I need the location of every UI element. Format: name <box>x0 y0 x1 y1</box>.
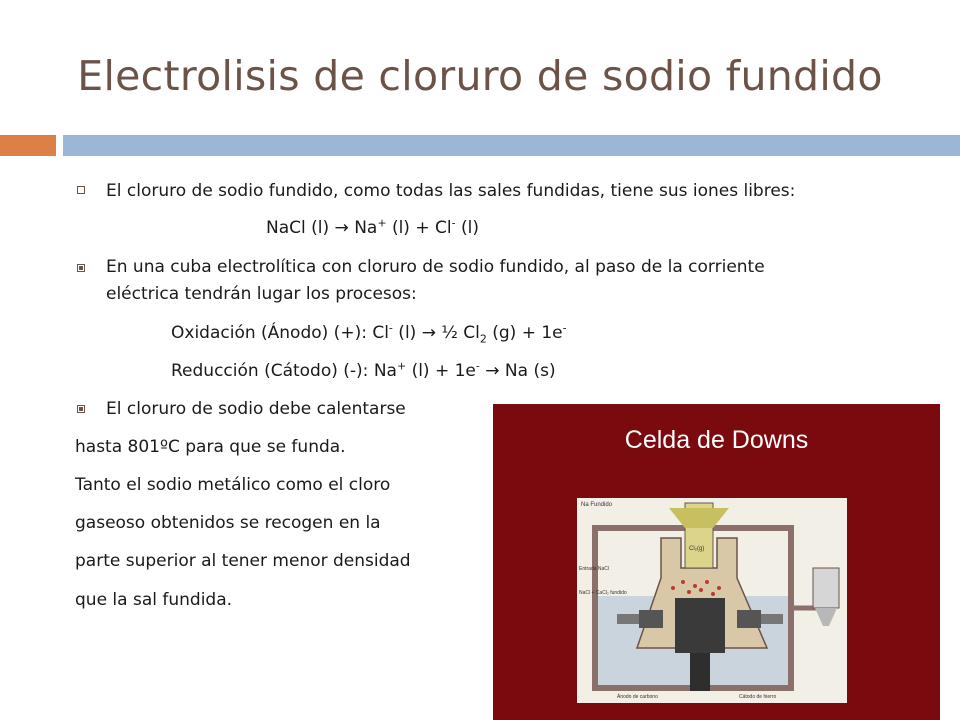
paragraph-line-1: hasta 801ºC para que se funda. <box>75 437 346 457</box>
bullet-1-text: El cloruro de sodio fundido, como todas las sales fundidas, tiene sus iones libres: <box>106 181 796 201</box>
ox-charge: - <box>388 321 393 335</box>
arrow-icon: → <box>485 361 500 381</box>
ox-label: Oxidación (Ánodo) (+): Cl <box>171 323 389 343</box>
bullet-icon <box>77 405 85 413</box>
eq-reactant: NaCl (l) <box>266 218 330 238</box>
bullet-3-text: El cloruro de sodio debe calentarse <box>106 399 406 419</box>
eq-anion: (l) + Cl <box>386 218 452 238</box>
anode-block <box>675 598 725 653</box>
slide-title: Electrolisis de cloruro de sodio fundido <box>77 52 883 100</box>
bullet-icon <box>77 264 85 272</box>
label-chlorine: Cl₂(g) <box>689 546 705 552</box>
downs-cell-diagram <box>577 498 847 703</box>
anode-stem <box>690 653 710 691</box>
downs-cell-figure <box>493 404 940 720</box>
paragraph-line-5: que la sal fundida. <box>75 590 233 610</box>
cathode-connector-left <box>617 614 639 624</box>
eq-cation-charge: + <box>377 216 387 230</box>
red-charge: + <box>396 359 407 373</box>
paragraph-line-3: gaseoso obtenidos se recogen en la <box>75 513 381 533</box>
cathode-connector-right <box>761 614 783 624</box>
red-electron-charge: - <box>475 359 480 373</box>
eq-cation: Na <box>354 218 378 238</box>
label-electrolyte: NaCl + CaCl₂ fundido <box>579 590 627 596</box>
equation-dissociation <box>266 217 479 239</box>
sodium-collector <box>813 568 839 608</box>
cathode-right <box>737 610 761 628</box>
red-electrons: (l) + 1e <box>406 361 476 381</box>
red-product: Na (s) <box>499 361 556 381</box>
label-na-outlet: Na Fundido <box>581 502 613 508</box>
paragraph-line-2: Tanto el sodio metálico como el cloro <box>75 475 391 495</box>
red-label: Reducción (Cátodo) (-): Na <box>171 361 397 381</box>
downs-cell-svg <box>577 498 847 703</box>
bullet-2-line-2: eléctrica tendrán lugar los procesos: <box>106 284 417 304</box>
reduction-equation <box>171 360 556 382</box>
eq-state: (l) <box>455 218 479 238</box>
sodium-funnel <box>815 608 837 626</box>
ox-state: (l) <box>392 323 417 343</box>
cathode-left <box>639 610 663 628</box>
ox-electrons: (g) + 1e <box>486 323 563 343</box>
arrow-icon: → <box>421 323 436 343</box>
paragraph-line-4: parte superior al tener menor densidad <box>75 551 411 571</box>
oxidation-equation <box>171 322 567 344</box>
label-anode: Ánodo de carbono <box>617 694 658 700</box>
accent-bar-orange <box>0 135 56 156</box>
bullet-icon <box>77 186 85 194</box>
ox-electron-charge: - <box>562 321 567 335</box>
accent-bar-blue <box>63 135 960 156</box>
ox-subscript: 2 <box>479 332 487 346</box>
label-input-nacl: Entrada NaCl <box>579 566 610 572</box>
arrow-icon: → <box>334 218 349 238</box>
figure-title: Celda de Downs <box>624 426 809 454</box>
label-cathode: Cátodo de hierro <box>739 694 777 700</box>
bullet-2-line-1: En una cuba electrolítica con cloruro de sodio fundido, al paso de la corriente <box>106 257 765 277</box>
eq-anion-charge: - <box>451 216 456 230</box>
ox-product: ½ Cl <box>435 323 480 343</box>
